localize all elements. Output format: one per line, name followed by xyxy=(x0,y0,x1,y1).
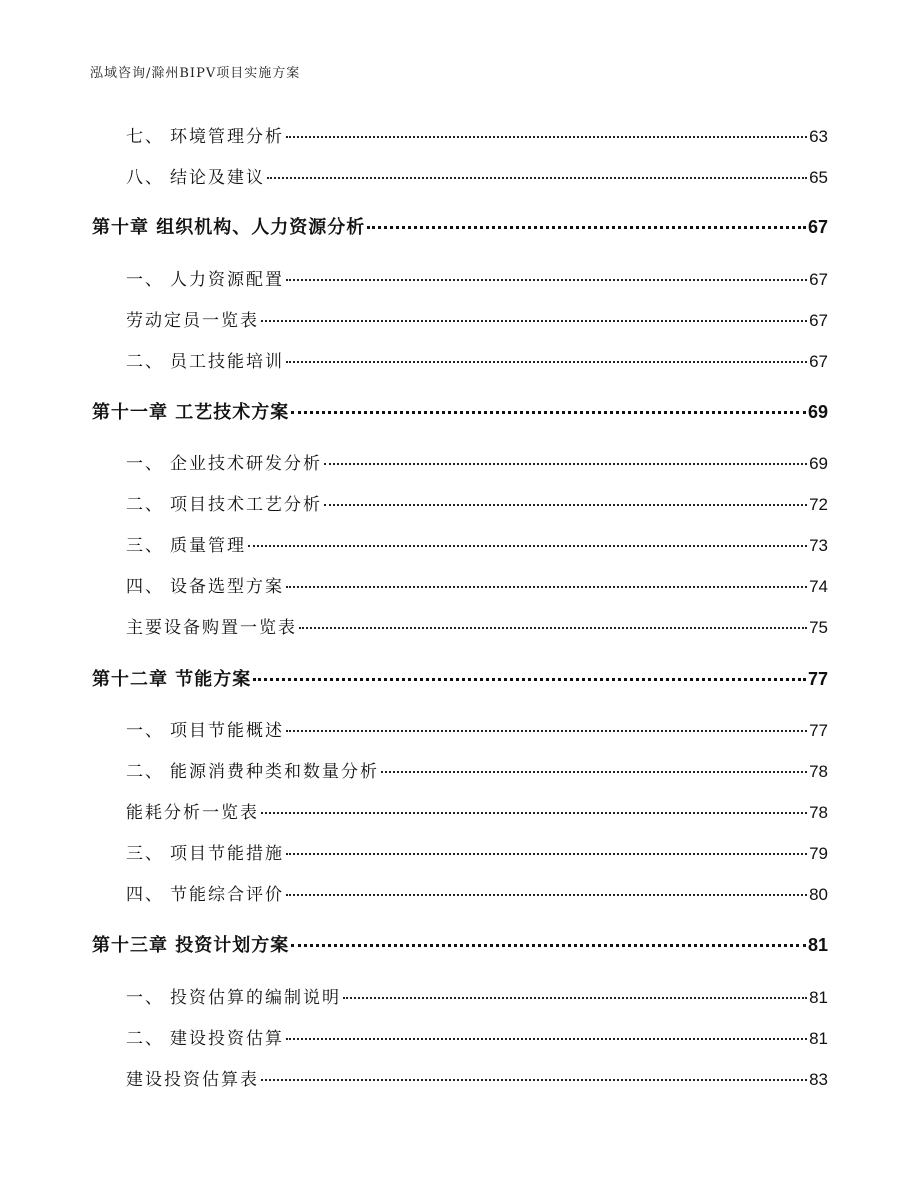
toc-entry-number: 八、 xyxy=(126,168,164,188)
dot-leader xyxy=(367,225,806,229)
dot-leader xyxy=(261,1078,807,1081)
dot-leader xyxy=(324,462,807,465)
dot-leader xyxy=(286,278,807,281)
toc-entry[interactable] xyxy=(126,163,828,189)
toc-entry-number: 四、 xyxy=(126,885,164,905)
toc-page-number: 78 xyxy=(809,803,828,822)
toc-chapter-title: 第十章 组织机构、人力资源分析 xyxy=(92,217,366,238)
dot-leader xyxy=(286,729,807,732)
toc-entry-number: 二、 xyxy=(126,762,164,782)
dot-leader xyxy=(261,319,807,322)
toc-entry-number: 一、 xyxy=(126,454,164,474)
toc-entry[interactable] xyxy=(126,983,828,1009)
toc-chapter-title: 第十一章 工艺技术方案 xyxy=(92,402,290,423)
dot-leader xyxy=(286,852,807,855)
toc-entry-title: 项目技术工艺分析 xyxy=(170,495,322,515)
toc-table-entry[interactable] xyxy=(126,798,828,824)
dot-leader xyxy=(291,410,806,414)
toc-page-number: 81 xyxy=(807,935,828,955)
toc-entry[interactable] xyxy=(126,122,828,148)
toc-page-number: 73 xyxy=(809,536,828,555)
toc-entry-number: 二、 xyxy=(126,1029,164,1049)
toc-page-number: 79 xyxy=(809,844,828,863)
toc-entry-label xyxy=(126,880,284,905)
toc-page-number: 77 xyxy=(807,669,828,689)
toc-entry-title: 项目节能措施 xyxy=(170,844,284,864)
toc-entry[interactable] xyxy=(126,880,828,906)
toc-entry-label xyxy=(126,449,322,474)
dot-leader xyxy=(248,544,807,547)
toc-page-number: 65 xyxy=(809,168,828,187)
toc-entry-label xyxy=(126,1024,284,1049)
toc-entry-number: 四、 xyxy=(126,577,164,597)
running-header: 泓域咨询/滁州BIPV项目实施方案 xyxy=(90,66,301,81)
dot-leader xyxy=(267,176,807,179)
toc-chapter-title: 第十三章 投资计划方案 xyxy=(92,935,290,956)
toc-page-number: 81 xyxy=(809,1029,828,1048)
toc-entry-label xyxy=(126,163,265,188)
toc-entry-label xyxy=(126,716,284,741)
toc-entry-title: 结论及建议 xyxy=(170,168,265,188)
toc-entry-number: 二、 xyxy=(126,352,164,372)
toc-page-number: 67 xyxy=(809,352,828,371)
dot-leader xyxy=(286,1037,807,1040)
toc-page-number: 67 xyxy=(809,311,828,330)
dot-leader xyxy=(381,770,807,773)
toc-entry-title: 能耗分析一览表 xyxy=(126,803,259,823)
toc-page-number: 67 xyxy=(809,270,828,289)
toc-entry-title: 投资估算的编制说明 xyxy=(170,988,341,1008)
toc-entry[interactable] xyxy=(126,1024,828,1050)
dot-leader xyxy=(261,811,807,814)
toc-entry-title: 主要设备购置一览表 xyxy=(126,618,297,638)
toc-entry-number: 三、 xyxy=(126,536,164,556)
toc-entry-title: 能源消费种类和数量分析 xyxy=(170,762,379,782)
toc-page-number: 80 xyxy=(809,885,828,904)
toc-page-number: 81 xyxy=(809,988,828,1007)
toc-entry-number: 一、 xyxy=(126,270,164,290)
toc-table-entry[interactable] xyxy=(126,1065,828,1091)
dot-leader xyxy=(291,943,806,947)
toc-page-number: 75 xyxy=(809,618,828,637)
toc-entry[interactable] xyxy=(126,716,828,742)
toc-entry[interactable] xyxy=(126,572,828,598)
toc-entry-label xyxy=(126,572,284,597)
toc-entry-number: 一、 xyxy=(126,721,164,741)
toc-entry-title: 建设投资估算表 xyxy=(126,1070,259,1090)
dot-leader xyxy=(286,893,807,896)
toc-chapter-entry[interactable] xyxy=(92,665,828,691)
toc-page-number: 74 xyxy=(809,577,828,596)
toc-page-number: 67 xyxy=(807,217,828,237)
toc-entry-number: 二、 xyxy=(126,495,164,515)
dot-leader xyxy=(286,360,807,363)
toc-table-entry[interactable] xyxy=(126,306,828,332)
toc-entry[interactable] xyxy=(126,757,828,783)
toc-entry-title: 质量管理 xyxy=(170,536,246,556)
toc-table-entry[interactable] xyxy=(126,613,828,639)
toc-entry[interactable] xyxy=(126,265,828,291)
toc-entry-label xyxy=(126,490,322,515)
toc-entry[interactable] xyxy=(126,839,828,865)
toc-entry[interactable] xyxy=(126,531,828,557)
toc-entry[interactable] xyxy=(126,347,828,373)
toc-entry-number: 七、 xyxy=(126,127,164,147)
header-divider xyxy=(90,84,830,85)
toc-entry-title: 劳动定员一览表 xyxy=(126,311,259,331)
toc-chapter-entry[interactable] xyxy=(92,398,828,424)
toc-entry-title: 企业技术研发分析 xyxy=(170,454,322,474)
toc-page-number: 72 xyxy=(809,495,828,514)
toc-chapter-title: 第十二章 节能方案 xyxy=(92,669,252,690)
toc-entry-title: 节能综合评价 xyxy=(170,885,284,905)
dot-leader xyxy=(343,996,807,999)
toc-entry-label xyxy=(126,757,379,782)
toc-entry-title: 设备选型方案 xyxy=(170,577,284,597)
toc-page-number: 83 xyxy=(809,1070,828,1089)
toc-entry-label xyxy=(126,839,284,864)
dot-leader xyxy=(286,135,807,138)
toc-page-number: 69 xyxy=(809,454,828,473)
toc-entry-title: 员工技能培训 xyxy=(170,352,284,372)
toc-page-number: 69 xyxy=(807,402,828,422)
toc-entry-label xyxy=(126,265,284,290)
dot-leader xyxy=(286,585,807,588)
toc-entry-label xyxy=(126,983,341,1008)
toc-chapter-entry[interactable] xyxy=(92,931,828,957)
toc-page-number: 63 xyxy=(809,127,828,146)
toc-entry-title: 建设投资估算 xyxy=(170,1029,284,1049)
dot-leader xyxy=(253,677,806,681)
toc-entry-number: 三、 xyxy=(126,844,164,864)
toc-entry-title: 项目节能概述 xyxy=(170,721,284,741)
dot-leader xyxy=(324,503,807,506)
toc-entry-title: 环境管理分析 xyxy=(170,127,284,147)
toc-chapter-entry[interactable] xyxy=(92,213,828,239)
toc-entry-number: 一、 xyxy=(126,988,164,1008)
toc-entry-label xyxy=(126,531,246,556)
dot-leader xyxy=(299,626,807,629)
toc-entry-label xyxy=(126,122,284,147)
toc-entry-title: 人力资源配置 xyxy=(170,270,284,290)
toc-entry[interactable] xyxy=(126,490,828,516)
toc-page-number: 78 xyxy=(809,762,828,781)
toc-entry[interactable] xyxy=(126,449,828,475)
toc-entry-label xyxy=(126,347,284,372)
toc-page-number: 77 xyxy=(809,721,828,740)
